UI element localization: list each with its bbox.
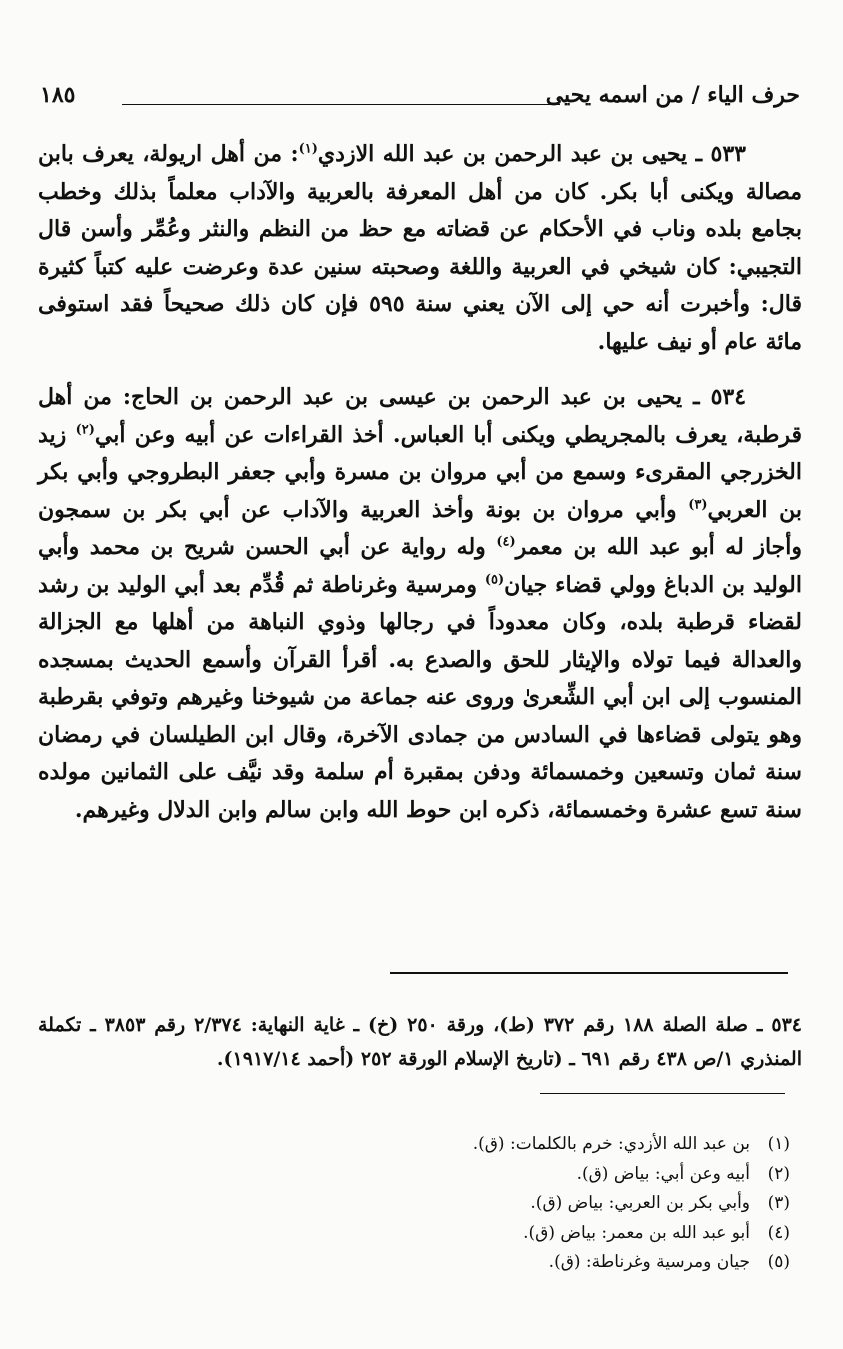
running-header [40, 82, 800, 122]
entry-533 [38, 136, 802, 361]
footnote-number: (٤) [767, 1222, 790, 1243]
entry-534 [38, 379, 802, 829]
entry-text: ومرسية وغرناطة ثم قُدِّم بعد أبي الوليد بن رشد لقضاء قرطبة بلده، وكان معدوداً في رجالها وذوي النباهة من أهلها مع الجزالة والعدالة فيما تولاه والإيثار للحق والصدع به. أقرأ القرآن وأسمع الحديث بمسجده المنسوب إلى ابن أبي الشِّعرىٰ وروى عنه جماعة من شيوخنا وغيرهم وتوفي بقرطبة وهو يتولى قضاءها في السادس من جمادى الآخرة، وقال ابن الطيلسان في رمضان سنة ثمان وتسعين وخمسمائة ودفن بمقبرة أم سلمة وقد نيَّف على الثمانين مولده سنة تسع عشرة وخمسمائة، ذكره ابن حوط الله وابن سالم وابن الدلال وغيرهم. [38, 571, 802, 823]
footnote-text: أبيه وعن أبي: بياض (ق). [576, 1163, 750, 1184]
footnote-item [300, 1248, 790, 1278]
footnote-text: أبو عبد الله بن معمر: بياض (ق). [523, 1222, 750, 1243]
footnotes-list [300, 1130, 790, 1278]
entry-text: ٥٣٤ ـ يحيى بن عبد الرحمن بن عيسى بن عبد الرحمن بن الحاج: من أهل قرطبة، يعرف بالمجريطي ويكنى أبا العباس. أخذ القراءات عن أبيه وعن أبي [38, 384, 802, 448]
entry-text: وله رواية عن أبي الحسن شريح بن محمد وأبي الوليد بن الدباغ وولي قضاء جيان [38, 534, 802, 598]
running-title: حرف الياء / من اسمه يحيى [545, 82, 800, 108]
page-number: ١٨٥ [40, 82, 76, 108]
footnote-marker: (٥) [484, 572, 505, 588]
footnote-marker: (٤) [496, 534, 516, 550]
sources-divider [390, 972, 788, 974]
footnote-number: (٢) [767, 1163, 790, 1184]
footnote-text: وأبي بكر بن العربي: بياض (ق). [530, 1193, 750, 1213]
footnotes-divider [540, 1093, 785, 1094]
footnote-number: (٥) [767, 1252, 790, 1272]
entry-text: : من أهل اريولة، يعرف بابن مصالة ويكنى أبا بكر. كان من أهل المعرفة بالعربية والآداب معلماً بذلك وخطب بجامع بلده وناب في الأحكام عن قضاته مع حظ من النظم والنثر وعُمِّر وأسن قال التجيبي: كان شيخي في العربية واللغة وصحبته سنين عدة وعرضت عليه كتباً كثيرة قال: وأخبرت أنه حي إلى الآن يعني سنة ٥٩٥ فإن كان ذلك صحيحاً فقد استوفى مائة عام أو نيف عليها. [38, 141, 802, 355]
footnote-item [300, 1219, 790, 1249]
footnote-number: (١) [767, 1134, 790, 1154]
header-rule [122, 104, 560, 105]
footnote-text: بن عبد الله الأزدي: خرم بالكلمات: (ق). [472, 1134, 750, 1154]
footnote-item [300, 1160, 790, 1190]
footnote-marker: (٢) [75, 422, 95, 438]
footnote-item [300, 1189, 790, 1219]
biography-entries [38, 136, 802, 847]
footnote-item [300, 1130, 790, 1160]
entry-text: ٥٣٣ ـ يحيى بن عبد الرحمن بن عبد الله الازدي [317, 141, 746, 167]
entry-text: زيد الخزرجي المقرىء وسمع من أبي مروان بن مسرة وأبي جعفر البطروجي وأبي بكر بن العربي [38, 421, 802, 523]
entry-text: وأبي مروان بن بونة وأخذ العربية والآداب عن أبي بكر بن سمجون وأجاز له أبو عبد الله بن معمر [38, 496, 802, 560]
footnote-marker: (١) [298, 141, 318, 157]
sources-paragraph: ٥٣٤ ـ صلة الصلة ١٨٨ رقم ٣٧٢ (ط)، ورقة ٢٥٠ (خ) ـ غاية النهاية: ٢/٣٧٤ رقم ٣٨٥٣ ـ تكملة المنذري ١/ص ٤٣٨ رقم ٦٩١ ـ (تاريخ الإسلام الورقة ٢٥٢ (أحمد ١٩١٧/١٤). [38, 1014, 802, 1070]
footnote-text: جيان ومرسية وغرناطة: (ق). [548, 1252, 750, 1272]
footnote-number: (٣) [767, 1193, 790, 1213]
footnote-marker: (٣) [688, 497, 708, 513]
